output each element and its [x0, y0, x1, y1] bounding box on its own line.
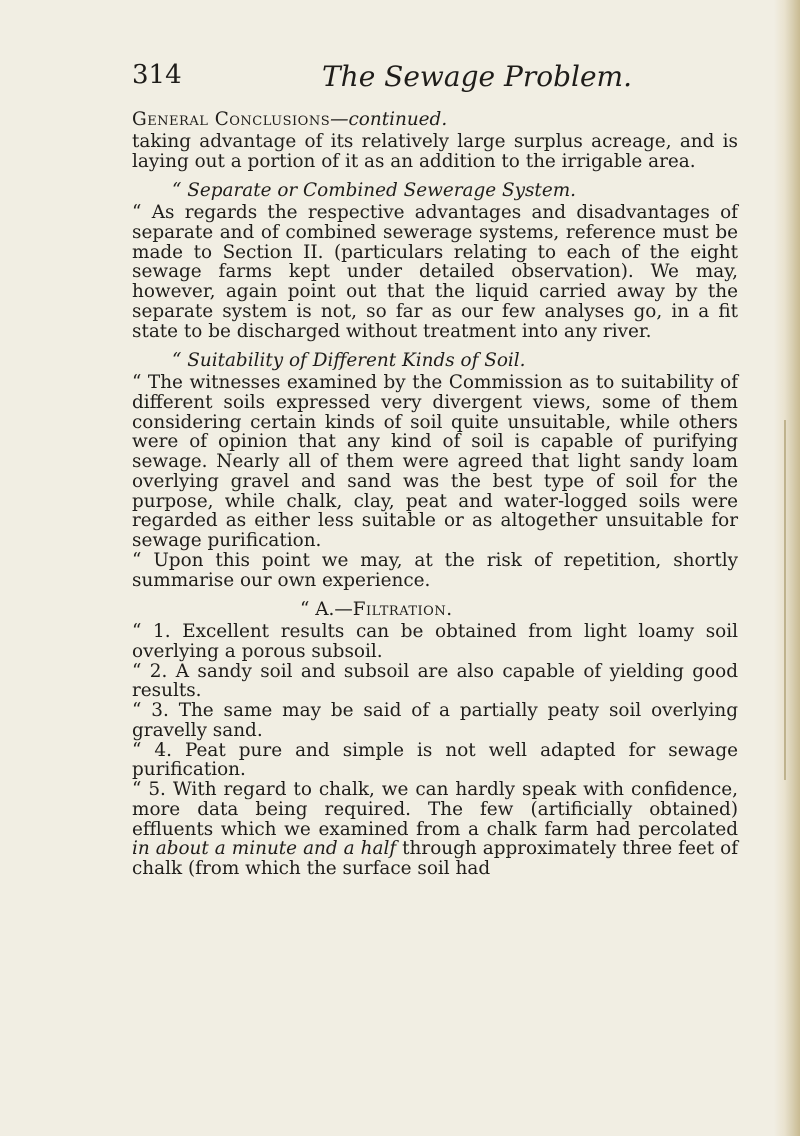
list-item-5-a: “ 5. With regard to chalk, we can hardly speak with confidence, more data being required. The few (artificially obtained) effluents which we examined from a chalk farm had percolated	[132, 779, 738, 840]
list-item-1: “ 1. Excellent results can be obtained from light loamy soil overlying a porous subsoil.	[132, 621, 738, 662]
paragraph-4: “ Upon this point we may, at the risk of repetition, shortly summarise our own experience.	[132, 549, 738, 591]
heading-suitability: “ Suitability of Different Kinds of Soil.	[172, 350, 526, 372]
list-item-2: “ 2. A sandy soil and subsoil are also capable of yielding good results.	[132, 660, 738, 702]
paragraph-2: “ As regards the respective advantages and disadvantages of separate and of combined sewerage systems, reference must be made to Section II. (particulars relating to each of the eight sewage farms kept under detailed observation). We may, however, again point out that the liquid carried away by the separate system is not, so far as our few analyses go, in a fit state to be discharged without treatment into any river.	[132, 202, 738, 342]
heading-filtration-prefix: “ A.—	[300, 599, 353, 621]
heading-separate-combined: “ Separate or Combined Sewerage System.	[172, 180, 576, 202]
paragraph-1: taking advantage of its relatively large surplus acreage, and is laying out a portion of it as an addition to the irrigable area.	[132, 130, 738, 172]
list-item-5-b: through approximately three feet of chalk (from which the surface soil had	[132, 838, 739, 879]
running-title: The Sewage Problem.	[322, 60, 632, 93]
heading-filtration-title: Filtration.	[352, 599, 453, 621]
page-number: 314	[132, 60, 182, 90]
list-item-5	[132, 780, 738, 879]
list-item-3: “ 3. The same may be said of a partially peaty soil overlying gravelly sand.	[132, 700, 738, 741]
section-continued: —continued.	[330, 109, 448, 130]
body-text	[132, 110, 738, 879]
page-header	[132, 60, 732, 100]
section-heading	[132, 110, 738, 130]
list-item-4: “ 4. Peat pure and simple is not well adapted for sewage purification.	[132, 739, 738, 781]
section-title: General Conclusions	[132, 109, 331, 130]
page-edge	[774, 0, 800, 1136]
list-item-5-italic: in about a minute and a half	[132, 838, 397, 860]
paragraph-3: “ The witnesses examined by the Commission as to suitability of different soils expressed very divergent views, some of them considering certain kinds of soil quite unsuitable, while others were of opinion that any kind of soil is capable of purifying sewage. Nearly all of them were agreed that light sandy loam overlying gravel and sand was the best type of soil for the purpose, while chalk, clay, peat and water-logged soils were regarded as either less suitable or as altogether unsuitable for sewage purification.	[132, 372, 738, 551]
heading-filtration	[132, 600, 738, 620]
